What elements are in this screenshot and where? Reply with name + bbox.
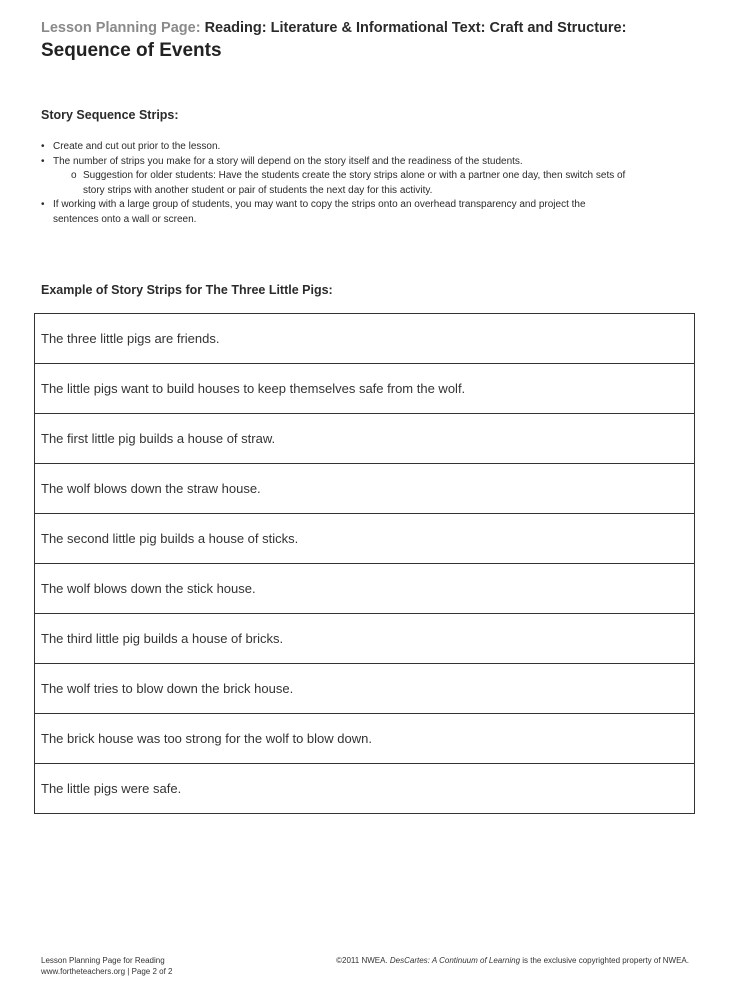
header-prefix: Lesson Planning Page: — [41, 20, 201, 36]
story-strip: The wolf blows down the straw house. — [35, 464, 694, 514]
sub-list-item-text-line2: story strips with another student or pair of students the next day for this activity. — [83, 184, 433, 196]
list-item-text-line2: sentences onto a wall or screen. — [53, 213, 197, 225]
footer-left — [41, 956, 172, 977]
example-heading: Example of Story Strips for The Three Little Pigs: — [41, 283, 333, 297]
story-strip: The little pigs were safe. — [41, 781, 182, 796]
header-line — [41, 18, 711, 38]
footer-doc-name: Lesson Planning Page for Reading — [41, 956, 165, 965]
list-item — [41, 140, 706, 155]
footer-site-page: www.fortheteachers.org | Page 2 of 2 — [41, 966, 173, 976]
page-header — [41, 18, 711, 63]
page-title: Sequence of Events — [41, 40, 222, 61]
instructions-list — [41, 140, 706, 227]
footer-copyright — [336, 956, 689, 967]
story-strip: The three little pigs are friends. — [35, 314, 694, 364]
bullet-icon: • — [41, 199, 45, 210]
story-strip: The wolf blows down the stick house. — [35, 564, 694, 614]
list-item-text-line1: If working with a large group of students, you may want to copy the strips onto an overhead transparency and project the — [53, 199, 586, 210]
story-strips-table — [34, 313, 695, 814]
story-strip: The first little pig builds a house of straw. — [35, 414, 694, 464]
copyright-prefix: ©2011 NWEA. — [336, 956, 390, 965]
sub-list-item-text-line1: Suggestion for older students: Have the students create the story strips alone or with a partner one day, then switch sets of — [83, 170, 626, 181]
story-strip: The third little pig builds a house of bricks. — [35, 614, 694, 664]
copyright-suffix: is the exclusive copyrighted property of NWEA. — [520, 956, 689, 965]
sub-bullet-icon: o — [71, 170, 77, 181]
sub-list-item — [41, 169, 706, 198]
story-strip: The second little pig builds a house of sticks. — [35, 514, 694, 564]
copyright-work-title: DesCartes: A Continuum of Learning — [389, 956, 521, 965]
bullet-icon: • — [41, 141, 45, 152]
story-strips-heading: Story Sequence Strips: — [41, 108, 179, 122]
bullet-icon: • — [41, 155, 45, 167]
header-topic: Reading: Literature & Informational Text: Craft and Structure: — [204, 20, 627, 36]
list-item-text: The number of strips you make for a story will depend on the story itself and the readiness of the students. — [53, 155, 523, 167]
list-item-text: Create and cut out prior to the lesson. — [53, 141, 221, 152]
story-strip: The brick house was too strong for the wolf to blow down. — [35, 714, 694, 764]
story-strip: The little pigs want to build houses to keep themselves safe from the wolf. — [35, 364, 694, 414]
list-item — [41, 155, 706, 170]
story-strip: The wolf tries to blow down the brick house. — [35, 664, 694, 714]
list-item — [41, 198, 706, 227]
